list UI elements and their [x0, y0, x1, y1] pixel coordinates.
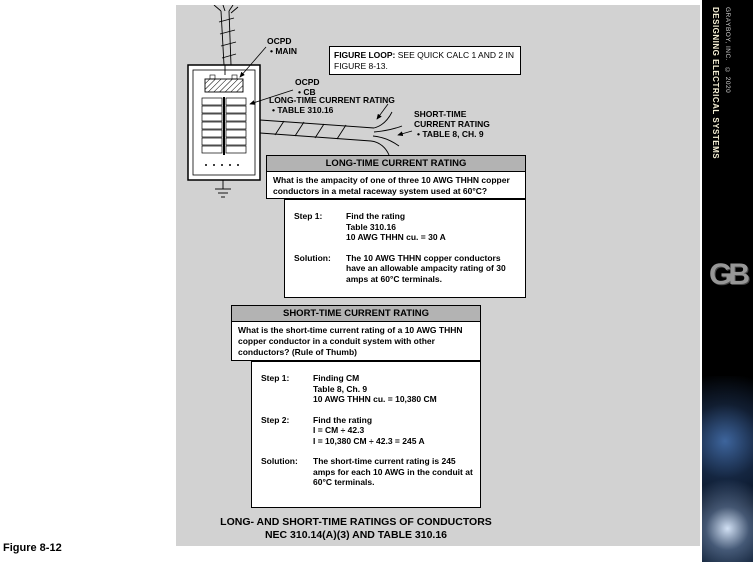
book-sidebar: [702, 0, 753, 562]
solution-row: [294, 253, 519, 285]
solution-label: Solution:: [261, 456, 298, 466]
label-short-time-line2: CURRENT RATING: [414, 119, 490, 129]
figure-loop-bold: FIGURE LOOP:: [334, 50, 396, 60]
long-time-question-box: [266, 155, 526, 199]
step-row: [294, 211, 519, 243]
ground-symbol: [215, 180, 231, 197]
step-line: Table 310.16: [346, 221, 396, 232]
step-label: Step 2:: [261, 414, 290, 425]
step-row: [261, 415, 474, 447]
step-label: Step 1:: [261, 373, 290, 383]
step-line: Table 8, Ch. 9: [313, 383, 368, 394]
publisher-line: [724, 7, 731, 159]
step-line: Finding CM: [313, 373, 360, 383]
label-long-time-line1: LONG-TIME CURRENT RATING: [269, 95, 395, 105]
label-short-time-rating: [414, 109, 490, 139]
sidebar-vertical-text: [711, 7, 731, 159]
feeder-cable: [260, 112, 402, 155]
step-content: [313, 415, 425, 447]
label-ocpd-main-line1: OCPD: [267, 36, 292, 46]
figure-number: Figure 8-12: [3, 542, 62, 554]
short-time-title: SHORT-TIME CURRENT RATING: [232, 306, 480, 322]
book-title: DESIGNING ELECTRICAL SYSTEMS: [711, 7, 720, 160]
main-breaker: [205, 79, 243, 92]
publisher-name: GRAYBOY, INC.: [724, 7, 731, 61]
figure-loop-note: [329, 46, 521, 75]
long-time-title: LONG-TIME CURRENT RATING: [267, 156, 525, 172]
step-label: Step 1:: [294, 211, 323, 221]
label-short-time-line1: SHORT-TIME: [414, 109, 467, 119]
step-line: I = CM ÷ 42.3: [313, 425, 365, 435]
publisher-logo: GB: [709, 258, 746, 291]
caption-line1: LONG- AND SHORT-TIME RATINGS OF CONDUCTORS: [220, 516, 492, 528]
step-line: 10 AWG THHN cu. = 10,380 CM: [313, 394, 437, 404]
solution-label: Solution:: [294, 252, 331, 263]
label-ocpd-cb-line2: • CB: [298, 87, 316, 97]
step-line: Find the rating: [346, 211, 406, 221]
label-ocpd-main: [267, 36, 297, 56]
panelboard: [188, 65, 260, 180]
long-time-question: What is the ampacity of one of three 10 AWG THHN copper conductors in a metal raceway system used at 60°C?: [273, 175, 510, 196]
copyright: © 2020: [724, 67, 731, 94]
solution-text: The short-time current rating is 245 amps for each 10 AWG in the conduit at 60°C terminals.: [313, 456, 473, 487]
short-time-question-box: [231, 305, 481, 361]
step-line: Find the rating: [313, 414, 373, 425]
solution-row: [261, 456, 474, 488]
step-content: [313, 373, 437, 405]
label-long-time-rating: [269, 95, 395, 115]
step-line: I = 10,380 CM ÷ 42.3 = 245 A: [313, 435, 425, 446]
label-ocpd-cb-line1: OCPD: [295, 77, 320, 87]
step-row: [261, 373, 474, 405]
label-long-time-line2: • TABLE 310.16: [272, 105, 334, 115]
figure-panel: [176, 5, 700, 546]
label-ocpd-cb: [295, 77, 320, 97]
short-time-question: What is the short-time current rating of a 10 AWG THHN copper conductor in a conduit system with other conductors? (Rule of Thumb): [238, 325, 463, 357]
service-cable: [214, 5, 238, 65]
short-time-steps-box: [251, 361, 481, 508]
sidebar-photo: [702, 376, 753, 562]
figure-caption: [186, 516, 526, 542]
label-ocpd-main-line2: • MAIN: [270, 46, 298, 56]
solution-text: The 10 AWG THHN copper conductors have an allowable ampacity rating of 30 amps at 60°C terminals.: [346, 252, 506, 284]
step-line: 10 AWG THHN cu. = 30 A: [346, 232, 446, 242]
label-short-time-line3: • TABLE 8, CH. 9: [417, 129, 484, 139]
step-content: [346, 211, 446, 243]
long-time-steps-box: [284, 199, 526, 298]
caption-line2: NEC 310.14(A)(3) AND TABLE 310.16: [264, 529, 448, 541]
figure-loop-rest: SEE QUICK CALC 1 AND 2 IN FIGURE 8-13.: [334, 50, 514, 71]
